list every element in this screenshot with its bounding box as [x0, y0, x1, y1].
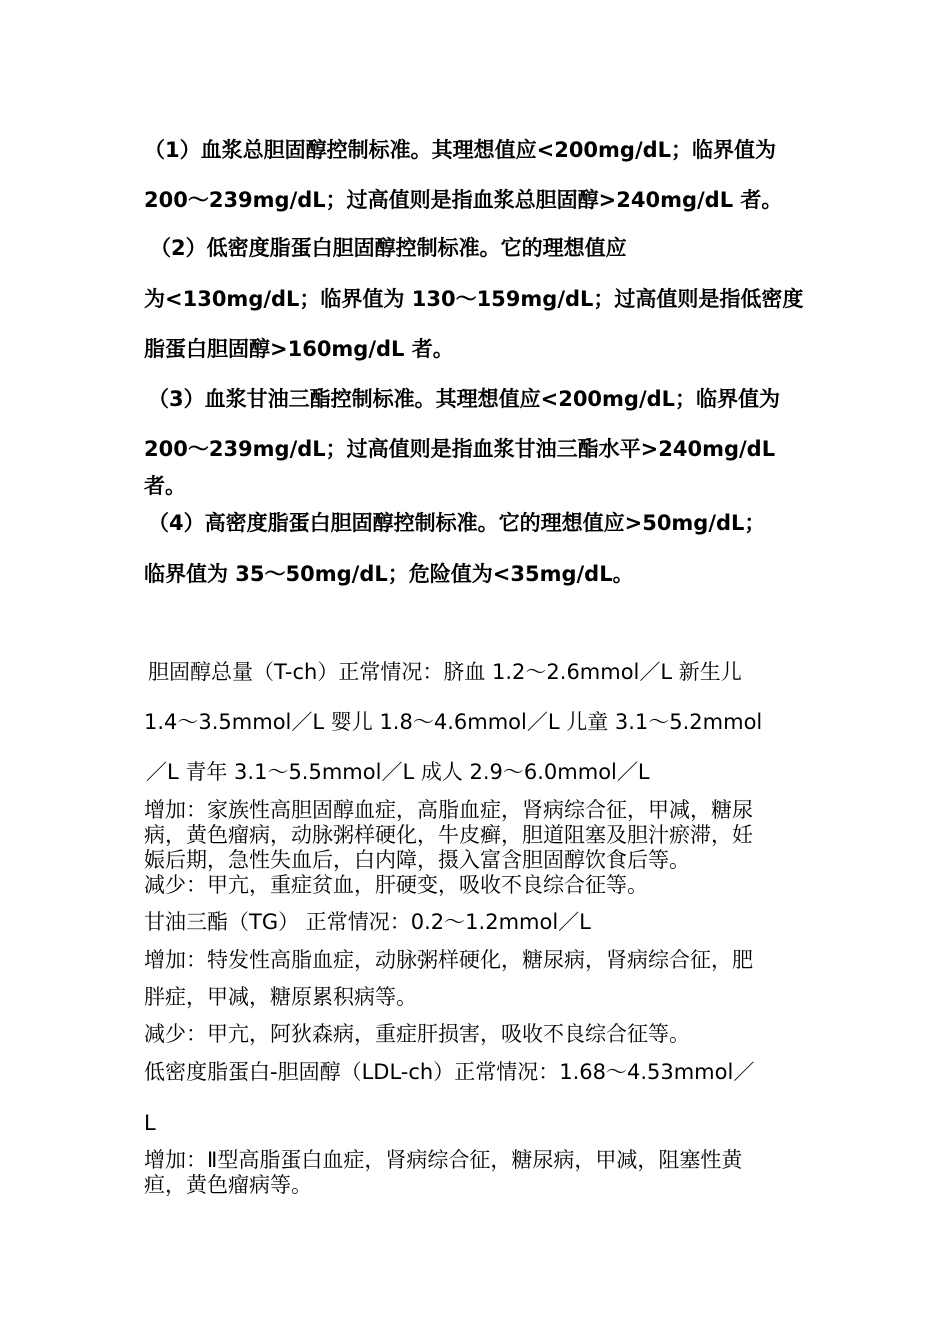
ldl-increase-line-2: 疸，黄色瘤病等。 [144, 1173, 312, 1197]
tch-increase-line-3: 娠后期，急性失血后，白内障，摄入富含胆固醇饮食后等。 [144, 848, 690, 872]
standard-2-line-1: （2）低密度脂蛋白胆固醇控制标准。它的理想值应 [150, 236, 627, 260]
tch-increase-line-2: 病，黄色瘤病，动脉粥样硬化，牛皮癣，胆道阻塞及胆汁瘀滞，妊 [144, 823, 753, 847]
standard-4-line-1: （4）高密度脂蛋白胆固醇控制标准。它的理想值应>50mg/dL； [148, 511, 766, 535]
tch-increase-line-1: 增加：家族性高胆固醇血症，高脂血症，肾病综合征，甲减，糖尿 [144, 798, 753, 822]
tg-increase-line-1: 增加：特发性高脂血症，动脉粥样硬化，糖尿病，肾病综合征，肥 [144, 948, 753, 972]
standard-3-line-3: 者。 [144, 474, 186, 498]
standard-1-line-1: （1）血浆总胆固醇控制标准。其理想值应<200mg/dL；临界值为 [144, 138, 777, 162]
tg-decrease-line: 减少：甲亢，阿狄森病，重症肝损害，吸收不良综合征等。 [144, 1022, 690, 1046]
tch-normal-line-2: 1.4～3.5mmol／L 婴儿 1.8～4.6mmol／L 儿童 3.1～5.2mmol [144, 710, 763, 734]
standard-3-line-2: 200～239mg/dL；过高值则是指血浆甘油三酯水平>240mg/dL [144, 437, 776, 461]
standard-2-line-3: 脂蛋白胆固醇>160mg/dL 者。 [144, 337, 454, 361]
tch-decrease-line: 减少：甲亢，重症贫血，肝硬变，吸收不良综合征等。 [144, 873, 648, 897]
standard-3-line-1: （3）血浆甘油三酯控制标准。其理想值应<200mg/dL；临界值为 [148, 387, 781, 411]
tch-normal-line-3: ／L 青年 3.1～5.5mmol／L 成人 2.9～6.0mmol／L [146, 760, 650, 784]
ldl-normal-line-2: L [144, 1111, 156, 1135]
tg-increase-line-2: 胖症，甲减，糖原累积病等。 [144, 985, 417, 1009]
ldl-normal-line-1: 低密度脂蛋白-胆固醇（LDL-ch）正常情况：1.68～4.53mmol／ [144, 1060, 755, 1084]
standard-1-line-2: 200～239mg/dL；过高值则是指血浆总胆固醇>240mg/dL 者。 [144, 188, 783, 212]
tch-normal-line-1: 胆固醇总量（T-ch）正常情况：脐血 1.2～2.6mmol／L 新生儿 [148, 660, 742, 684]
standard-2-line-2: 为<130mg/dL；临界值为 130～159mg/dL；过高值则是指低密度 [144, 287, 804, 311]
tg-normal-line: 甘油三酯（TG） 正常情况：0.2～1.2mmol／L [144, 910, 591, 934]
ldl-increase-line-1: 增加：Ⅱ型高脂蛋白血症，肾病综合征，糖尿病，甲减，阻塞性黄 [144, 1148, 743, 1172]
standard-4-line-2: 临界值为 35～50mg/dL；危险值为<35mg/dL。 [144, 562, 634, 586]
